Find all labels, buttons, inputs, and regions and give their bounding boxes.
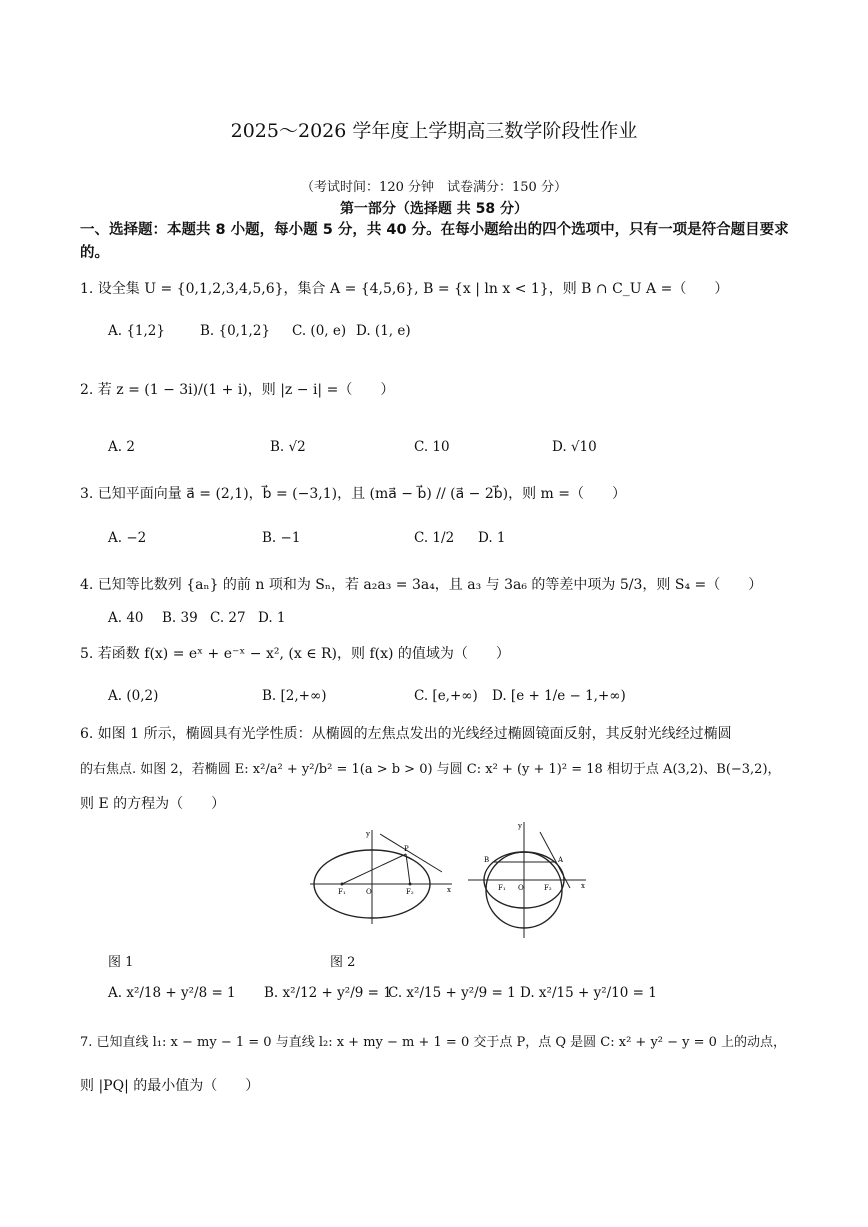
figure-2-a-label: A xyxy=(558,856,564,864)
question-2-option-c[interactable]: C. 10 xyxy=(414,439,450,455)
figure-1-x-label: x xyxy=(447,886,451,894)
question-2-option-b[interactable]: B. √2 xyxy=(270,439,306,455)
figure-1-f2-label: F₂ xyxy=(406,888,414,896)
question-5-option-d[interactable]: D. [e + 1/e − 1,+∞) xyxy=(492,688,626,704)
question-4-option-b[interactable]: B. 39 xyxy=(162,610,198,626)
figure-1-caption: 图 1 xyxy=(108,955,134,970)
page-title: 2025～2026 学年度上学期高三数学阶段性作业 xyxy=(230,120,638,142)
question-5-option-b[interactable]: B. [2,+∞) xyxy=(262,688,327,704)
exam-info: （考试时间：120 分钟 试卷满分：150 分） xyxy=(301,180,567,195)
part-title: 第一部分（选择题 共 58 分） xyxy=(339,201,529,217)
question-1-stem: 1. 设全集 U = {0,1,2,3,4,5,6}，集合 A = {4,5,6}, B = {x | ln x < 1}，则 B ∩ C_U A =（ ） xyxy=(80,281,729,297)
question-3-option-b[interactable]: B. −1 xyxy=(262,530,301,546)
question-6-option-c[interactable]: C. x²/15 + y²/9 = 1 xyxy=(388,985,516,1001)
question-2-stem: 2. 若 z = (1 − 3i)/(1 + i)，则 |z − i| =（ ） xyxy=(80,382,395,398)
question-3-option-a[interactable]: A. −2 xyxy=(108,530,147,546)
question-4-option-a[interactable]: A. 40 xyxy=(108,610,144,626)
question-4-option-c[interactable]: C. 27 xyxy=(210,610,246,626)
figure-2-origin-label: O xyxy=(518,884,524,892)
question-1-option-b[interactable]: B. {0,1,2} xyxy=(200,323,271,339)
question-2-option-d[interactable]: D. √10 xyxy=(552,439,597,455)
question-6-stem-line-2: 的右焦点. 如图 2，若椭圆 E: x²/a² + y²/b² = 1(a > b > 0) 与圆 C: x² + (y + 1)² = 18 相切于点 A(3,2)、B(−3,2)， xyxy=(80,762,781,777)
question-6-stem-line-3: 则 E 的方程为（ ） xyxy=(80,796,226,812)
question-7-stem-line-2: 则 |PQ| 的最小值为（ ） xyxy=(80,1078,260,1094)
figure-2-b-label: B xyxy=(484,856,490,864)
figure-1-y-label: y xyxy=(366,830,370,838)
figure-2-y-label: y xyxy=(518,822,522,830)
question-6-option-b[interactable]: B. x²/12 + y²/9 = 1 xyxy=(264,985,392,1001)
figure-2-ellipse-circle xyxy=(464,818,590,942)
figure-1-origin-label: O xyxy=(366,888,372,896)
question-6-option-a[interactable]: A. x²/18 + y²/8 = 1 xyxy=(108,985,236,1001)
question-4-stem: 4. 已知等比数列 {aₙ} 的前 n 项和为 Sₙ，若 a₂a₃ = 3a₄，且 a₃ 与 3a₆ 的等差中项为 5/3，则 S₄ =（ ） xyxy=(80,577,763,593)
question-7-stem-line-1: 7. 已知直线 l₁: x − my − 1 = 0 与直线 l₂: x + my − m + 1 = 0 交于点 P，点 Q 是圆 C: x² + y² − y = 0 上的动点， xyxy=(80,1035,787,1050)
question-5-option-a[interactable]: A. (0,2) xyxy=(108,688,159,704)
question-4-option-d[interactable]: D. 1 xyxy=(258,610,286,626)
figure-1-f1-label: F₁ xyxy=(338,888,346,896)
question-1-option-c[interactable]: C. (0, e) xyxy=(292,323,347,339)
figure-1-ellipse-optics xyxy=(306,826,456,926)
question-2-option-a[interactable]: A. 2 xyxy=(108,439,135,455)
question-6-stem-line-1: 6. 如图 1 所示，椭圆具有光学性质：从椭圆的左焦点发出的光线经过椭圆镜面反射，其反射光线经过椭圆 xyxy=(80,726,732,742)
question-1-option-a[interactable]: A. {1,2} xyxy=(108,323,165,339)
question-1-option-d[interactable]: D. (1, e) xyxy=(356,323,411,339)
question-3-option-c[interactable]: C. 1/2 xyxy=(414,530,455,546)
figure-1-p-label: P xyxy=(404,845,409,853)
figure-2-f2-label: F₂ xyxy=(544,884,552,892)
section-heading: 一、选择题：本题共 8 小题，每小题 5 分，共 40 分。在每小题给出的四个选项中，只有一项是符合题目要求的。 xyxy=(80,222,789,261)
figure-2-x-label: x xyxy=(581,882,585,890)
question-5-option-c[interactable]: C. [e,+∞) xyxy=(414,688,478,704)
figure-2-f1-label: F₁ xyxy=(498,884,506,892)
question-6-option-d[interactable]: D. x²/15 + y²/10 = 1 xyxy=(520,985,657,1001)
question-5-stem: 5. 若函数 f(x) = eˣ + e⁻ˣ − x², (x ∈ R)，则 f(x) 的值域为（ ） xyxy=(80,646,510,662)
question-3-stem: 3. 已知平面向量 a⃗ = (2,1)，b⃗ = (−3,1)，且 (ma⃗ − b⃗) // (a⃗ − 2b⃗)，则 m =（ ） xyxy=(80,486,627,502)
question-3-option-d[interactable]: D. 1 xyxy=(478,530,506,546)
figure-2-caption: 图 2 xyxy=(330,955,356,970)
